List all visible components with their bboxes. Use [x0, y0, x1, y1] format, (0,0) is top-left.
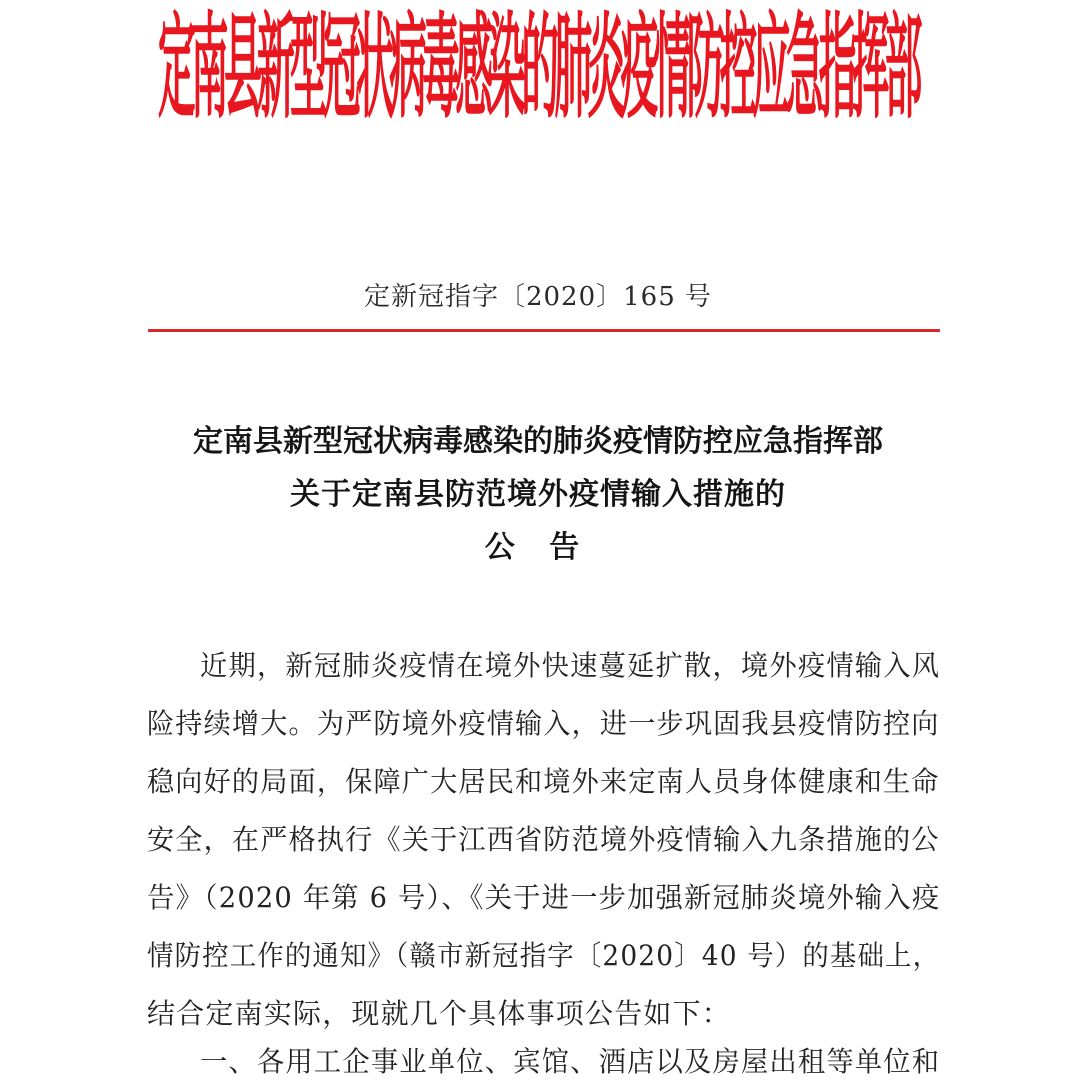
body-line: 结合定南实际，现就几个具体事项公告如下： [147, 997, 732, 1030]
body-line: 一、各用工企事业单位、宾馆、酒店以及房屋出租等单位和 [200, 1045, 941, 1078]
body-line: 告》（2020 年第 6 号）、《关于进一步加强新冠肺炎境外输入疫 [147, 881, 941, 914]
body-line: 安全，在严格执行《关于江西省防范境外疫情输入九条措施的公 [147, 823, 940, 856]
title-line-subject: 关于定南县防范境外疫情输入措施的 [290, 477, 786, 512]
document-number: 定新冠指字〔2020〕165 号 [363, 282, 713, 312]
title-line-announcement: 公 告 [484, 530, 592, 565]
body-line: 情防控工作的通知》（赣市新冠指字〔2020〕40 号）的基础上， [147, 939, 941, 972]
agency-red-header: 定南县新型冠状病毒感染的肺炎疫情防控应急指挥部 [158, 2, 918, 136]
title-line-agency: 定南县新型冠状病毒感染的肺炎疫情防控应急指挥部 [193, 424, 883, 459]
red-divider-line [148, 329, 940, 332]
body-line: 稳向好的局面，保障广大居民和境外来定南人员身体健康和生命 [147, 765, 940, 798]
body-line: 险持续增大。为严防境外疫情输入，进一步巩固我县疫情防控向 [147, 707, 940, 740]
body-line: 近期，新冠肺炎疫情在境外快速蔓延扩散，境外疫情输入风 [200, 649, 941, 682]
